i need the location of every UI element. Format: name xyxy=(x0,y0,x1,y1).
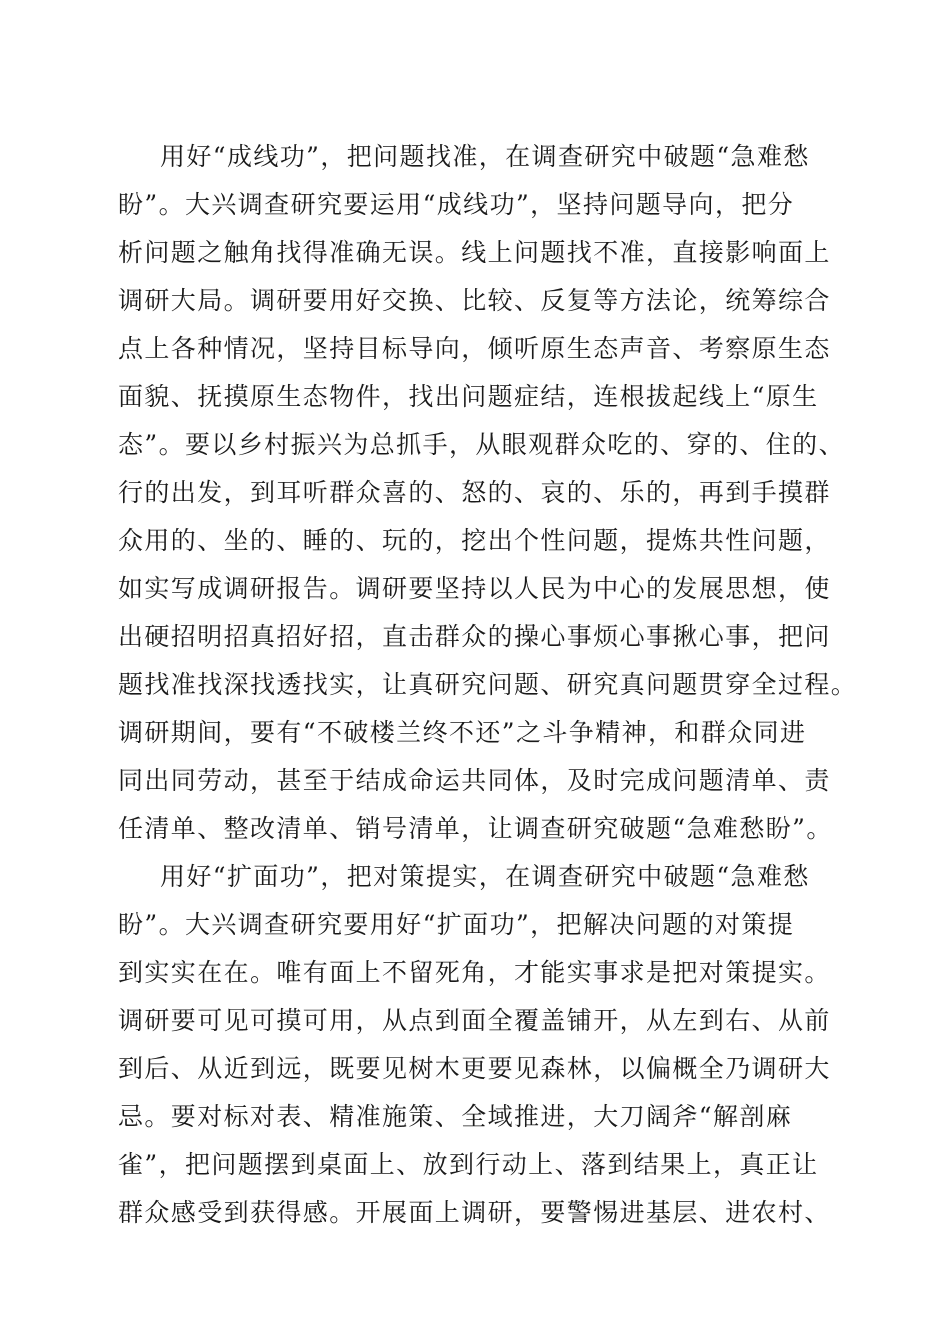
paragraph-2-line-2: 盼”。大兴调查研究要用好“扩面功”，把解决问题的对策提 xyxy=(118,910,795,939)
paragraph-1-line-8: 行的出发，到耳听群众喜的、怒的、哀的、乐的，再到手摸群 xyxy=(118,478,831,507)
paragraph-1-line-7: 态”。要以乡村振兴为总抓手，从眼观群众吃的、穿的、住的、 xyxy=(118,430,845,459)
paragraph-2-line-8: 群众感受到获得感。开展面上调研，要警惕进基层、进农村、 xyxy=(118,1198,831,1227)
paragraph-1-line-14: 同出同劳动，甚至于结成命运共同体，及时完成问题清单、责 xyxy=(118,766,831,795)
paragraph-1-line-11: 出硬招明招真招好招，直击群众的操心事烦心事揪心事，把问 xyxy=(118,622,831,651)
paragraph-1-line-10: 如实写成调研报告。调研要坚持以人民为中心的发展思想，使 xyxy=(118,574,831,603)
paragraph-1-line-5: 点上各种情况，坚持目标导向，倾听原生态声音、考察原生态 xyxy=(118,334,831,363)
paragraph-1-line-6: 面貌、抚摸原生态物件，找出问题症结，连根拔起线上“原生 xyxy=(118,382,819,411)
paragraph-1-line-12: 题找准找深找透找实，让真研究问题、研究真问题贯穿全过程。 xyxy=(118,670,858,699)
paragraph-2-line-3: 到实实在在。唯有面上不留死角，才能实事求是把对策提实。 xyxy=(118,958,831,987)
paragraph-1-line-9: 众用的、坐的、睡的、玩的，挖出个性问题，提炼共性问题， xyxy=(118,526,831,555)
paragraph-1-line-13: 调研期间，要有“不破楼兰终不还”之斗争精神，和群众同进 xyxy=(118,718,807,747)
paragraph-2-line-1: 用好“扩面功”，把对策提实，在调查研究中破题“急难愁 xyxy=(160,862,810,891)
paragraph-2-line-4: 调研要可见可摸可用，从点到面全覆盖铺开，从左到右、从前 xyxy=(118,1006,831,1035)
paragraph-1-line-2: 盼”。大兴调查研究要运用“成线功”，坚持问题导向，把分 xyxy=(118,190,795,219)
paragraph-1-line-1: 用好“成线功”，把问题找准，在调查研究中破题“急难愁 xyxy=(160,142,810,171)
paragraph-2-line-5: 到后、从近到远，既要见树木更要见森林，以偏概全乃调研大 xyxy=(118,1054,831,1083)
paragraph-2-line-7: 雀”，把问题摆到桌面上、放到行动上、落到结果上，真正让 xyxy=(118,1150,819,1179)
paragraph-1-line-4: 调研大局。调研要用好交换、比较、反复等方法论，统筹综合 xyxy=(118,286,831,315)
paragraph-1-line-3: 析问题之触角找得准确无误。线上问题找不准，直接影响面上 xyxy=(118,238,831,267)
paragraph-1-line-15: 任清单、整改清单、销号清单，让调查研究破题“急难愁盼”。 xyxy=(118,814,833,843)
paragraph-2-line-6: 忌。要对标对表、精准施策、全域推进，大刀阔斧“解剖麻 xyxy=(118,1102,793,1131)
